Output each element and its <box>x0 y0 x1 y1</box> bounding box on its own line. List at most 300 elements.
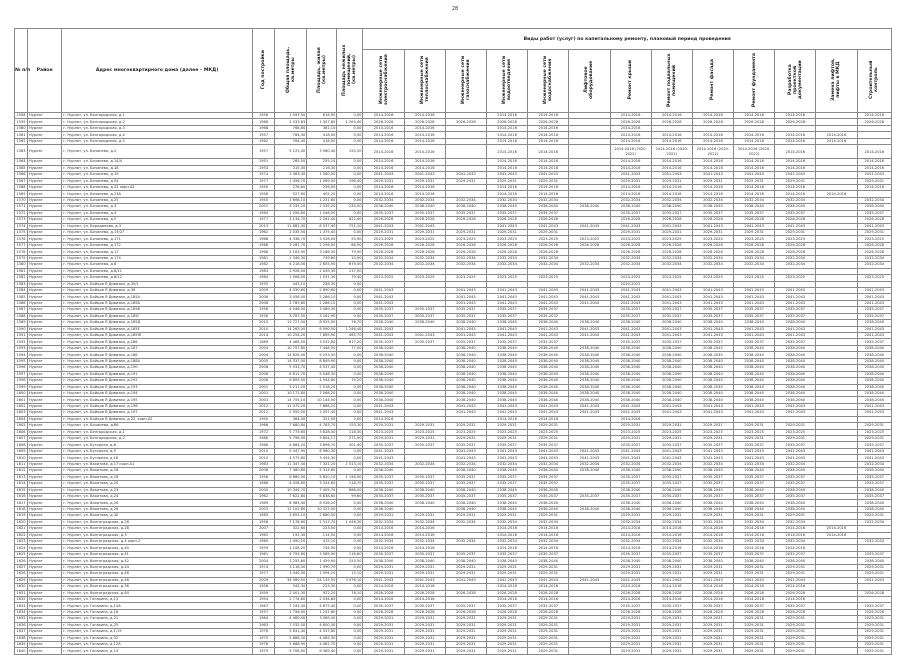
cell-work-period: 2038-2040 <box>651 365 692 371</box>
cell-work-period: 2032-2034 <box>610 197 651 203</box>
cell-work-period: 2041-2043 <box>651 403 692 409</box>
cell-work-period: 2038-2040 <box>610 365 651 371</box>
cell-work-period: 2038-2040 <box>363 378 404 384</box>
cell-row-number: 1613 <box>16 474 26 479</box>
cell-address: г. Нурлат, ул. Гагарина, д.14 <box>62 648 253 654</box>
cell-row-number: 1572 <box>16 210 26 215</box>
cell-work-period: 2014-2016 <box>404 113 445 119</box>
cell-row-number: 1633 <box>16 603 26 608</box>
cell-area-living: 381,10 <box>307 125 337 131</box>
cell-area-nonres: 0,00 <box>337 307 363 313</box>
cell-work-period: 2041-2043 <box>651 287 692 293</box>
cell-area-living: 1 531,30 <box>307 275 337 281</box>
cell-area-nonres: 721,10 <box>337 223 363 229</box>
cell-year: 1953 <box>253 165 275 171</box>
cell-work-period: 2038-2040 <box>734 352 775 358</box>
cell-work-period: 2041-2043 <box>363 455 404 461</box>
cell-work-period: 2029-2031 <box>610 648 651 654</box>
cell-year: 1989 <box>253 500 275 506</box>
cell-work-period: 2041-2043 <box>857 300 891 306</box>
cell-work-period: 2041-2043 <box>363 333 404 339</box>
cell-work-period: 2038-2040 <box>734 468 775 474</box>
cell-work-period: 2035-2037 <box>775 210 816 216</box>
cell-work-period: 2029-2031 <box>734 178 775 184</box>
cell-area-nonres: 0,00 <box>337 545 363 551</box>
cell-work-period: 2041-2043 <box>487 172 528 178</box>
cell-work-period: 2038-2040 <box>610 500 651 506</box>
cell-work-period: 2038-2040 <box>857 352 891 358</box>
cell-row-number: 1571 <box>16 204 26 209</box>
cell-work-period: 2029-2031 <box>528 178 569 184</box>
cell-area-living: 749,60 <box>307 255 337 261</box>
cell-work-period: 2026-2028 <box>651 249 692 255</box>
header-work-type: Разработка проектной документации <box>775 50 816 113</box>
cell-work-period: 2029-2031 <box>528 513 569 519</box>
cell-area-nonres: 0,00 <box>337 622 363 628</box>
cell-area-living: 3 804,17 <box>307 436 337 442</box>
cell-work-period: 2029-2031 <box>692 648 733 654</box>
cell-area-living: 2 261,40 <box>307 217 337 223</box>
cell-work-period: 2035-2037 <box>363 474 404 480</box>
cell-work-period: 2041-2043 <box>857 455 891 461</box>
cell-work-period: 2032-2034 <box>734 197 775 203</box>
cell-work-period: 2038-2040 <box>610 487 651 493</box>
cell-work-period: 2038-2040 <box>569 345 610 351</box>
cell-work-period: 2014-2016 <box>651 526 692 532</box>
cell-work-period: 2026-2028 <box>363 590 404 596</box>
cell-work-period: 2014-2016 <box>610 113 651 119</box>
cell-work-period: 2029-2031 <box>610 230 651 236</box>
cell-district: Нурлат <box>28 481 62 487</box>
cell-work-period: 2038-2040 <box>651 487 692 493</box>
cell-address: г. Нурлат, ул. Волгоградская, д.41 <box>62 551 253 557</box>
cell-work-period: 2032-2034 <box>610 255 651 261</box>
cell-area-total: 3 134,70 <box>275 217 307 223</box>
cell-row-number: 1562 <box>16 138 26 143</box>
cell-work-period: 2035-2037 <box>610 493 651 499</box>
header-district: Район <box>28 29 62 113</box>
cell-row-number: 1594 <box>16 352 26 357</box>
cell-year: 1962 <box>253 493 275 499</box>
cell-work-period: 2038-2040 <box>734 384 775 390</box>
cell-address: г. Нурлат, ул. Гагарина, д.1/19 <box>62 629 253 635</box>
cell-work-period: 2014-2016 <box>363 526 404 532</box>
cell-work-period: 2026-2028 <box>734 119 775 125</box>
cell-district: Нурлат <box>28 616 62 622</box>
cell-work-period: 2026-2028 <box>692 590 733 596</box>
cell-work-period: 2041-2043 <box>610 294 651 300</box>
cell-year: 2010 <box>253 320 275 326</box>
cell-work-period: 2029-2031 <box>857 178 891 184</box>
cell-area-total: 10 757,80 <box>275 345 307 351</box>
cell-work-period: 2032-2034 <box>445 255 486 261</box>
cell-work-period: 2029-2031 <box>404 423 445 429</box>
cell-work-period: 2038-2040 <box>734 320 775 326</box>
cell-area-nonres: 55,90 <box>337 236 363 242</box>
cell-row-number: 1561 <box>16 132 26 137</box>
cell-year: 2001 <box>253 390 275 396</box>
cell-work-period: 2014-2016 <box>610 159 651 165</box>
cell-area-total: 3 440,30 <box>275 571 307 577</box>
cell-area-total: 764,40 <box>275 132 307 138</box>
cell-work-period: 2035-2037 <box>487 603 528 609</box>
cell-address: г. Нурлат, ул. Бичанева, д.174 <box>62 255 253 261</box>
cell-district: Нурлат <box>28 642 62 648</box>
cell-work-period: 2032-2034 <box>363 519 404 525</box>
cell-address: г. Нурлат, ул. Вахитова, д.26 <box>62 500 253 506</box>
cell-district: Нурлат <box>28 145 62 159</box>
cell-district: Нурлат <box>28 577 62 583</box>
cell-work-period: 2026-2028 <box>734 242 775 248</box>
cell-work-period: 2023-2025 <box>487 275 528 281</box>
cell-work-period: 2026-2028 <box>651 590 692 596</box>
cell-year: 1957 <box>253 609 275 615</box>
cell-area-nonres: 0,00 <box>337 113 363 119</box>
cell-work-period: 2041-2043 <box>610 448 651 454</box>
cell-area-living: 6 960,30 <box>307 448 337 454</box>
cell-work-period: 2041-2043 <box>610 410 651 416</box>
cell-year: 1989 <box>253 339 275 345</box>
cell-work-period: 2014-2016 <box>651 132 692 138</box>
cell-work-period: 2026-2028 <box>692 249 733 255</box>
cell-year: 1951 <box>253 159 275 165</box>
cell-year: 1956 <box>253 113 275 119</box>
cell-work-period: 2029-2031 <box>487 642 528 648</box>
cell-work-period: 2014-2016 <box>404 532 445 538</box>
cell-work-period: 2038-2040 <box>692 500 733 506</box>
cell-address: г. Нурлат, ул. Бичанева, д.8 <box>62 262 253 268</box>
cell-area-nonres: 196,40 <box>337 178 363 184</box>
cell-work-period: 2038-2040 <box>487 365 528 371</box>
cell-work-period: 2029-2031 <box>487 436 528 442</box>
cell-work-period: 2032-2034 <box>651 539 692 545</box>
cell-work-period: 2038-2040 <box>734 365 775 371</box>
cell-work-period: 2026-2028 <box>487 609 528 615</box>
cell-work-period: 2035-2037 <box>445 313 486 319</box>
cell-work-period: 2023-2025 <box>692 275 733 281</box>
cell-work-period: 2032-2034 <box>610 519 651 525</box>
cell-work-period: 2041-2043 <box>651 300 692 306</box>
cell-work-period: 2014-2016 <box>404 165 445 171</box>
cell-work-period: 2026-2028 <box>857 249 891 255</box>
cell-district: Нурлат <box>28 423 62 429</box>
cell-work-period: 2038-2040 <box>569 352 610 358</box>
cell-area-nonres: 465,70 <box>337 333 363 339</box>
cell-row-number: 1560 <box>16 126 26 131</box>
cell-work-period: 2026-2028 <box>734 609 775 615</box>
cell-row-number: 1576 <box>16 236 26 241</box>
header-work-type: Замена лифтов, лифты в МКД <box>816 50 857 113</box>
cell-area-nonres: 75,20 <box>337 378 363 384</box>
cell-work-period: 2014-2016 <box>528 416 569 422</box>
cell-work-period: 2035-2037 <box>363 493 404 499</box>
cell-work-period: 2029-2031 <box>734 564 775 570</box>
cell-year: 1968 <box>253 236 275 242</box>
cell-work-period: 2029-2031 <box>528 648 569 654</box>
cell-work-period: 2032-2034 <box>528 262 569 268</box>
cell-work-period: 2014-2016 <box>692 138 733 144</box>
cell-work-period: 2035-2037 <box>651 307 692 313</box>
cell-work-period: 2041-2043 <box>404 577 445 583</box>
cell-address: г. Нурлат, ул. Вахитова, д.23 <box>62 487 253 493</box>
cell-area-total: 4 218,00 <box>275 262 307 268</box>
cell-work-period: 2029-2031 <box>857 423 891 429</box>
cell-work-period: 2023-2025 <box>528 275 569 281</box>
cell-work-period: 2038-2040 <box>445 397 486 403</box>
cell-work-period: 2032-2034 <box>528 539 569 545</box>
cell-work-period: 2035-2037 <box>651 210 692 216</box>
cell-work-period: 2038-2040 <box>857 371 891 377</box>
cell-area-nonres: 0,00 <box>337 384 363 390</box>
cell-work-period: 2041-2043 <box>610 287 651 293</box>
cell-work-period: 2041-2043 <box>487 403 528 409</box>
cell-work-period: 2035-2037 <box>487 493 528 499</box>
cell-work-period: 2038-2040 <box>404 500 445 506</box>
cell-year: 1957 <box>253 145 275 159</box>
cell-work-period: 2014-2016 <box>692 584 733 590</box>
cell-district: Нурлат <box>28 429 62 435</box>
cell-area-total: 4 864,20 <box>275 442 307 448</box>
cell-work-period: 2026-2028 <box>363 217 404 223</box>
cell-work-period: 2035-2037 <box>651 442 692 448</box>
cell-work-period: 2038-2040 <box>528 468 569 474</box>
cell-work-period: 2038-2040 <box>857 558 891 564</box>
cell-area-total: 1 456,70 <box>275 178 307 184</box>
cell-work-period: 2026-2028 <box>610 217 651 223</box>
cell-work-period: 2038-2040 <box>528 487 569 493</box>
cell-work-period: 2014-2016 (2020-2022) <box>734 145 775 159</box>
cell-work-period: 2035-2037 <box>528 313 569 319</box>
cell-work-period: 2014-2016 <box>404 138 445 144</box>
cell-area-nonres: 0,00 <box>337 358 363 364</box>
cell-work-period: 2026-2028 <box>610 590 651 596</box>
cell-work-period: 2029-2031 <box>487 513 528 519</box>
cell-year: 1966 <box>253 119 275 125</box>
cell-work-period: 2029-2031 <box>363 642 404 648</box>
cell-work-period: 2014-2016 <box>734 596 775 602</box>
cell-work-period: 2038-2040 <box>487 468 528 474</box>
cell-work-period: 2041-2043 <box>692 300 733 306</box>
cell-work-period: 2032-2034 <box>775 461 816 467</box>
cell-work-period: 2029-2031 <box>857 513 891 519</box>
cell-work-period: 2032-2034 <box>857 262 891 268</box>
cell-row-number: 1593 <box>16 346 26 351</box>
cell-address: г. Нурлат, ул. Бойцов Я Дивизии, д.185В <box>62 307 253 313</box>
cell-area-total: 1 056,60 <box>275 210 307 216</box>
cell-work-period: 2032-2034 <box>610 539 651 545</box>
cell-work-period: 2029-2031 <box>404 622 445 628</box>
cell-area-total: 5 933,70 <box>275 365 307 371</box>
cell-work-period: 2038-2040 <box>363 487 404 493</box>
cell-row-number: 1569 <box>16 191 26 196</box>
cell-work-period: 2041-2043 <box>651 333 692 339</box>
cell-year: 2006 <box>253 371 275 377</box>
cell-year: 1962 <box>253 532 275 538</box>
cell-work-period: 2032-2034 <box>610 461 651 467</box>
cell-address: г. Нурлат, ул. Гагарина, д.32 <box>62 635 253 641</box>
cell-area-total: 3 211,20 <box>275 384 307 390</box>
cell-work-period: 2032-2034 <box>651 461 692 467</box>
header-works-group: Виды работ (услуг) по капитальному ремонту, плановый период проведения <box>363 29 892 50</box>
cell-work-period: 2029-2031 <box>528 571 569 577</box>
cell-year: 1986 <box>253 481 275 487</box>
cell-work-period: 2038-2040 <box>528 506 569 512</box>
cell-work-period <box>569 648 610 654</box>
cell-work-period: 2041-2043 <box>734 448 775 454</box>
cell-work-period: 2026-2028 <box>363 249 404 255</box>
cell-address: г. Нурлат, ул. Вахитова, д.28 <box>62 506 253 512</box>
cell-year: 1956 <box>253 584 275 590</box>
cell-work-period: 2029-2031 <box>528 642 569 648</box>
cell-work-period: 2038-2040 <box>734 487 775 493</box>
cell-year: 1962 <box>253 138 275 144</box>
cell-work-period: 2041-2043 <box>734 333 775 339</box>
cell-area-living: 223,30 <box>307 584 337 590</box>
cell-area-living: 1 048,50 <box>307 210 337 216</box>
cell-work-period: 2035-2037 <box>445 493 486 499</box>
cell-row-number: 1573 <box>16 217 26 222</box>
cell-area-total: 315,30 <box>275 165 307 171</box>
cell-work-period: 2032-2034 <box>857 519 891 525</box>
cell-work-period: 2014-2016 <box>775 596 816 602</box>
cell-area-total: 192,30 <box>275 532 307 538</box>
cell-work-period: 2023-2025 <box>610 236 651 242</box>
cell-work-period: 2014-2016 <box>528 184 569 190</box>
cell-work-period: 2038-2040 <box>734 378 775 384</box>
cell-year: 1961 <box>253 551 275 557</box>
cell-work-period: 2041-2043 <box>775 294 816 300</box>
cell-work-period: 2032-2034 <box>487 519 528 525</box>
cell-year: 1968 <box>253 242 275 248</box>
cell-row-number: 1624 <box>16 545 26 550</box>
cell-area-living: 10 144,50 <box>307 397 337 403</box>
cell-work-period: 2014-2016 <box>528 132 569 138</box>
header-area-living: Площадь, жилая (кв.метры) <box>307 29 337 113</box>
cell-year: 1964 <box>253 616 275 622</box>
cell-work-period: 2026-2028 <box>528 249 569 255</box>
cell-area-total: 11 475,20 <box>275 403 307 409</box>
cell-year: 2001 <box>253 204 275 210</box>
cell-work-period: 2041-2043 <box>610 403 651 409</box>
cell-area-living: 4 763,70 <box>307 423 337 429</box>
cell-area-nonres: 0,00 <box>337 230 363 236</box>
cell-area-total: 3 281,70 <box>275 242 307 248</box>
cell-work-period: 2038-2040 <box>445 384 486 390</box>
cell-district: Нурлат <box>28 262 62 268</box>
cell-year: 1988 <box>253 442 275 448</box>
cell-year: 1985 <box>253 513 275 519</box>
cell-district: Нурлат <box>28 184 62 190</box>
cell-address: г. Нурлат, ул. Волгоградская, д.64 <box>62 590 253 596</box>
cell-area-nonres: 271,90 <box>337 436 363 442</box>
cell-district: Нурлат <box>28 384 62 390</box>
cell-work-period: 2026-2028 <box>775 590 816 596</box>
cell-area-living: 3 828,40 <box>307 429 337 435</box>
cell-work-period: 2014-2016 <box>404 526 445 532</box>
cell-work-period: 2038-2040 <box>487 358 528 364</box>
cell-district: Нурлат <box>28 493 62 499</box>
cell-area-total: 9 708,90 <box>275 648 307 654</box>
cell-work-period: 2029-2031 <box>651 642 692 648</box>
cell-work-period: 2038-2040 <box>610 204 651 210</box>
cell-work-period: 2038-2040 <box>692 365 733 371</box>
cell-row-number: 1606 <box>16 429 26 434</box>
cell-area-total: 1 490,20 <box>275 539 307 545</box>
cell-work-period: 2035-2037 <box>487 481 528 487</box>
cell-area-nonres: 0,00 <box>337 352 363 358</box>
cell-row-number: 1612 <box>16 468 26 473</box>
cell-work-period: 2014-2016 <box>734 584 775 590</box>
cell-address: г. Нурлат, ул. Вахитова, д.30 <box>62 513 253 519</box>
cell-work-period: 2029-2031 <box>692 513 733 519</box>
cell-work-period: 2026-2028 <box>692 217 733 223</box>
cell-work-period: 2035-2037 <box>651 313 692 319</box>
cell-work-period: 2014-2016 <box>775 584 816 590</box>
cell-work-period: 2014-2016 <box>775 113 816 119</box>
cell-work-period: 2041-2043 <box>487 410 528 416</box>
cell-work-period: 2038-2040 <box>775 487 816 493</box>
cell-row-number: 1567 <box>16 178 26 183</box>
cell-area-living: 3 161,90 <box>307 313 337 319</box>
cell-address: г. Нурлат, ул. Волгоградская, д.44 <box>62 564 253 570</box>
cell-work-period: 2041-2043 <box>528 300 569 306</box>
cell-row-number: 1566 <box>16 172 26 177</box>
cell-work-period: 2038-2040 <box>734 506 775 512</box>
cell-work-period: 2014-2016 <box>857 159 891 165</box>
cell-year: 1977 <box>253 217 275 223</box>
cell-work-period: 2035-2037 <box>610 442 651 448</box>
cell-work-period: 2032-2034 <box>569 461 610 467</box>
cell-work-period: 2035-2037 <box>734 313 775 319</box>
cell-district: Нурлат <box>28 217 62 223</box>
cell-work-period: 2041-2043 <box>734 294 775 300</box>
cell-district: Нурлат <box>28 287 62 293</box>
cell-year: 1959 <box>253 590 275 596</box>
cell-area-total: 14 263,00 <box>275 326 307 332</box>
cell-work-period: 2014-2016 <box>404 584 445 590</box>
cell-address: г. Нурлат, ул. Бойцов Я Дивизии, д.35/1 <box>62 281 253 287</box>
cell-district: Нурлат <box>28 352 62 358</box>
cell-work-period: 2029-2031 <box>857 622 891 628</box>
cell-row-number: 1597 <box>16 371 26 376</box>
cell-row-number: 1617 <box>16 500 26 505</box>
cell-year: 2008 <box>253 300 275 306</box>
cell-area-living: 4 537,40 <box>307 365 337 371</box>
cell-work-period: 2014-2016 <box>734 113 775 119</box>
cell-area-living: 2 690,60 <box>307 287 337 293</box>
cell-work-period: 2029-2031 <box>528 436 569 442</box>
cell-work-period: 2041-2043 <box>569 300 610 306</box>
cell-work-period: 2029-2031 <box>775 230 816 236</box>
cell-work-period: 2038-2040 <box>487 558 528 564</box>
cell-work-period: 2014-2016 <box>363 191 404 197</box>
cell-area-living: 8 925,90 <box>307 320 337 326</box>
cell-work-period: 2035-2037 <box>404 493 445 499</box>
cell-work-period: 2014-2016 <box>651 545 692 551</box>
cell-work-period: 2041-2043 <box>775 172 816 178</box>
cell-work-period: 2041-2043 <box>610 577 651 583</box>
cell-work-period: 2041-2043 <box>692 448 733 454</box>
cell-work-period: 2041-2043 <box>445 333 486 339</box>
cell-work-period: 2029-2031 <box>651 616 692 622</box>
cell-work-period: 2041-2043 <box>857 410 891 416</box>
cell-work-period: 2023-2025 <box>692 236 733 242</box>
cell-work-period: 2029-2031 <box>404 629 445 635</box>
cell-address: г. Нурлат, ул. Бойцов Я Дивизии, д.196 <box>62 403 253 409</box>
cell-area-living: 1 241,60 <box>307 609 337 615</box>
cell-work-period: 2041-2043 <box>651 294 692 300</box>
cell-work-period: 2032-2034 <box>651 519 692 525</box>
